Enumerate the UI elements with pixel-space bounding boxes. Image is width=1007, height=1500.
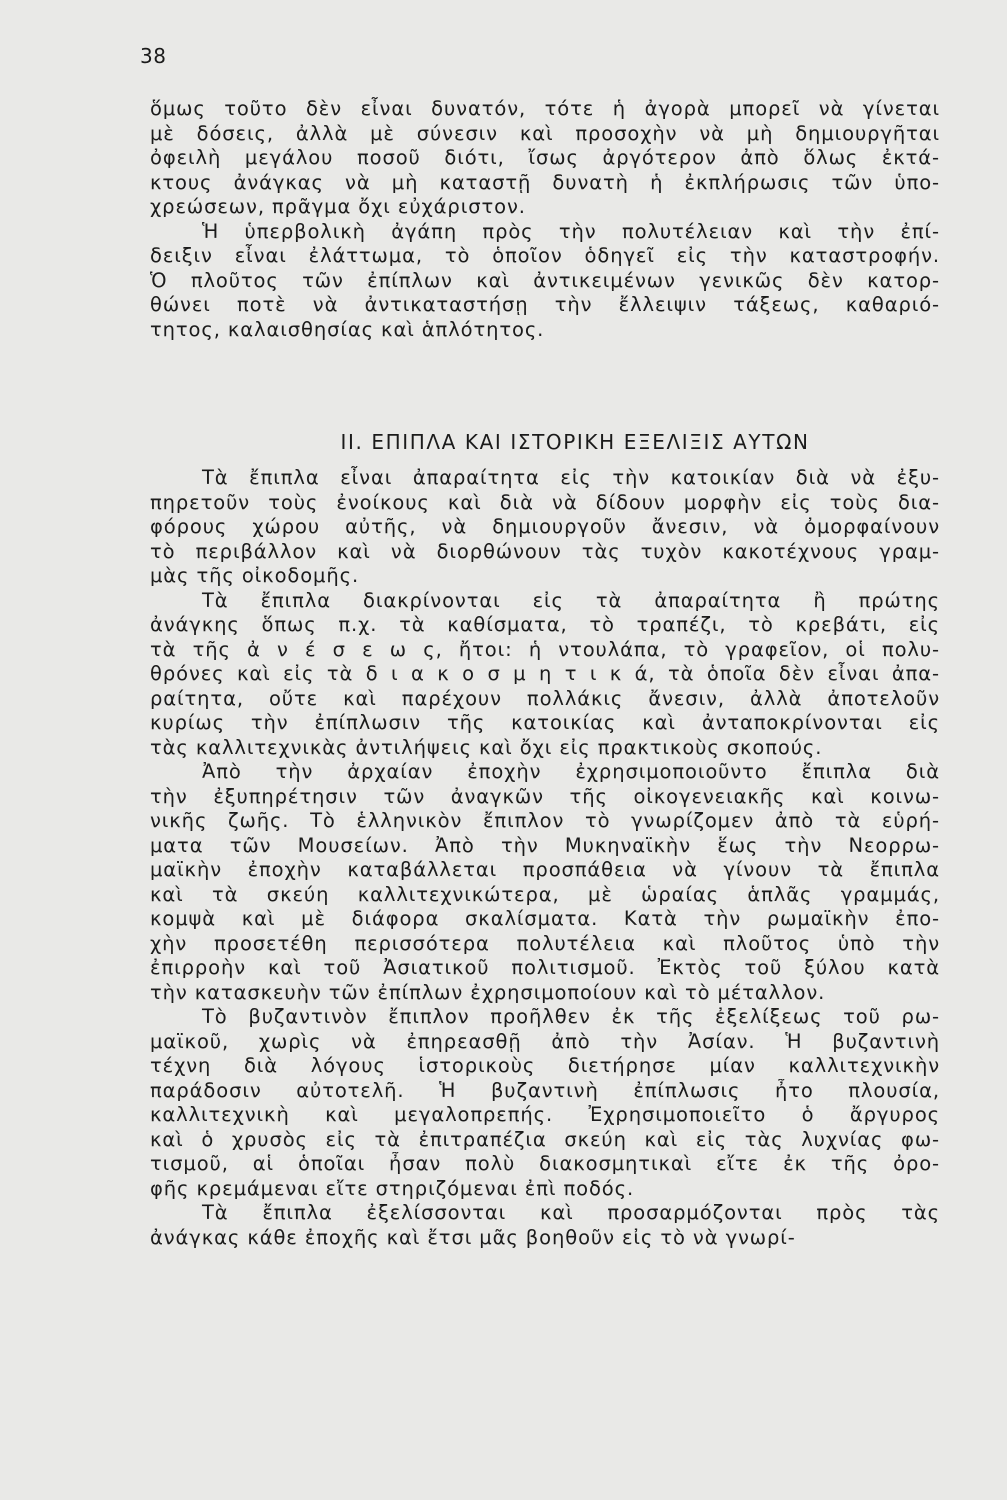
text-line: κυρίως τὴν ἐπίπλωσιν τῆς κατοικίας καὶ ἀνταποκρίνονται εἰς bbox=[150, 711, 940, 734]
text-line: καὶ τὰ σκεύη καλλιτεχνικώτερα, μὲ ὡραίας ἁπλᾶς γραμμάς, bbox=[150, 882, 940, 906]
text-line: ματα τῶν Μουσείων. Ἀπὸ τὴν Μυκηναϊκὴν ἕως τὴν Νεορρω- bbox=[150, 833, 940, 857]
text-line: τητος, καλαισθησίας καὶ ἁπλότητος. bbox=[150, 317, 545, 341]
text-line: χὴν προσετέθη περισσότερα πολυτέλεια καὶ πλοῦτος ὑπὸ τὴν bbox=[150, 931, 940, 955]
text-line: τὴν κατασκευὴν τῶν ἐπίπλων ἐχρησιμοποίουν καὶ τὸ μέταλλον. bbox=[150, 980, 826, 1004]
text-line: πηρετοῦν τοὺς ἐνοίκους καὶ διὰ νὰ δίδουν μορφὴν εἰς τοὺς δια- bbox=[150, 490, 940, 514]
text-line: ὀφειλὴ μεγάλου ποσοῦ διότι, ἴσως ἀργότερον ἀπὸ ὅλως ἐκτά- bbox=[150, 146, 940, 169]
text-line: τισμοῦ, αἱ ὁποῖαι ἦσαν πολὺ διακοσμητικαὶ εἴτε ἐκ τῆς ὀρο- bbox=[150, 1152, 940, 1175]
section-heading: II. ΕΠΙΠΛΑ ΚΑΙ ΙΣΤΟΡΙΚΗ ΕΞΕΛΙΞΙΣ ΑΥΤΩΝ bbox=[340, 430, 810, 454]
text-line: τὰ τῆς ἀ ν έ σ ε ω ς, ἤτοι: ἡ ντουλάπα, τὸ γραφεῖον, οἱ πολυ- bbox=[150, 637, 940, 661]
text-line: ἐπιρροὴν καὶ τοῦ Ἀσιατικοῦ πολιτισμοῦ. Ἐκτὸς τοῦ ξύλου κατὰ bbox=[150, 956, 940, 979]
intro-paragraphs bbox=[150, 97, 940, 342]
section-body bbox=[150, 466, 940, 1250]
text-line: Τὰ ἔπιπλα διακρίνονται εἰς τὰ ἀπαραίτητα ἢ πρώτης bbox=[202, 588, 940, 612]
text-line: Ἡ ὑπερβολικὴ ἀγάπη πρὸς τὴν πολυτέλειαν καὶ τὴν ἐπί- bbox=[202, 219, 940, 243]
text-line: ὅμως τοῦτο δὲν εἶναι δυνατόν, τότε ἡ ἀγορὰ μπορεῖ νὰ γίνεται bbox=[150, 97, 940, 120]
text-line: ραίτητα, οὔτε καὶ παρέχουν πολλάκις ἄνεσιν, ἀλλὰ ἀποτελοῦν bbox=[150, 686, 940, 710]
text-line: Τὰ ἔπιπλα εἶναι ἀπαραίτητα εἰς τὴν κατοικίαν διὰ νὰ ἐξυ- bbox=[202, 466, 940, 489]
text-line: ἀνάγκης ὅπως π.χ. τὰ καθίσματα, τὸ τραπέζι, τὸ κρεβάτι, εἰς bbox=[150, 613, 940, 636]
text-line: μαϊκοῦ, χωρὶς νὰ ἐπηρεασθῇ ἀπὸ τὴν Ἀσίαν. Ἡ βυζαντινὴ bbox=[150, 1029, 940, 1053]
text-line: καὶ ὁ χρυσὸς εἰς τὰ ἐπιτραπέζια σκεύη καὶ εἰς τὰς λυχνίας φω- bbox=[150, 1127, 940, 1151]
text-line: τέχνη διὰ λόγους ἱστορικοὺς διετήρησε μίαν καλλιτεχνικὴν bbox=[150, 1054, 940, 1077]
text-line: χρεώσεων, πρᾶγμα ὄχι εὐχάριστον. bbox=[150, 195, 526, 218]
text-line: τὰς καλλιτεχνικὰς ἀντιλήψεις καὶ ὄχι εἰς πρακτικοὺς σκοπούς. bbox=[150, 735, 823, 759]
text-line: Τὸ βυζαντινὸν ἔπιπλον προῆλθεν ἐκ τῆς ἐξελίξεως τοῦ ρω- bbox=[202, 1005, 940, 1028]
text-line: ἀνάγκας κάθε ἐποχῆς καὶ ἔτσι μᾶς βοηθοῦν εἰς τὸ νὰ γνωρί- bbox=[150, 1225, 796, 1249]
text-line: δειξιν εἶναι ἐλάττωμα, τὸ ὁποῖον ὁδηγεῖ εἰς τὴν καταστροφήν. bbox=[150, 244, 940, 267]
text-line: τὴν ἐξυπηρέτησιν τῶν ἀναγκῶν τῆς οἰκογενειακῆς καὶ κοινω- bbox=[150, 784, 940, 808]
text-line: Ἀπὸ τὴν ἀρχαίαν ἐποχὴν ἐχρησιμοποιοῦντο ἔπιπλα διὰ bbox=[202, 760, 940, 783]
text-line: μὰς τῆς οἰκοδομῆς. bbox=[150, 564, 360, 587]
text-line: μὲ δόσεις, ἀλλὰ μὲ σύνεσιν καὶ προσοχὴν νὰ μὴ δημιουργῆται bbox=[150, 121, 940, 145]
text-line: τὸ περιβάλλον καὶ νὰ διορθώνουν τὰς τυχὸν κακοτέχνους γραμ- bbox=[150, 539, 940, 563]
text-line: καλλιτεχνικὴ καὶ μεγαλοπρεπής. Ἐχρησιμοποιεῖτο ὁ ἄργυρος bbox=[150, 1103, 940, 1126]
text-line: θώνει ποτὲ νὰ ἀντικαταστήσῃ τὴν ἔλλειψιν τάξεως, καθαριό- bbox=[150, 293, 940, 316]
text-line: μαϊκὴν ἐποχὴν καταβάλλεται προσπάθεια νὰ γίνουν τὰ ἔπιπλα bbox=[150, 858, 940, 881]
text-line: θρόνες καὶ εἰς τὰ δ ι α κ ο σ μ η τ ι κ ά, τὰ ὁποῖα δὲν εἶναι ἀπα- bbox=[150, 662, 940, 685]
text-line: φόρους χώρου αὐτῆς, νὰ δημιουργοῦν ἄνεσιν, νὰ ὀμορφαίνουν bbox=[150, 515, 940, 538]
text-line: νικῆς ζωῆς. Τὸ ἑλληνικὸν ἔπιπλον τὸ γνωρίζομεν ἀπὸ τὰ εὑρή- bbox=[150, 809, 940, 832]
text-line: φῆς κρεμάμεναι εἴτε στηριζόμεναι ἐπὶ ποδός. bbox=[150, 1176, 635, 1200]
text-line: Τὰ ἔπιπλα ἐξελίσσονται καὶ προσαρμόζονται πρὸς τὰς bbox=[202, 1201, 940, 1224]
text-line: κομψὰ καὶ μὲ διάφορα σκαλίσματα. Κατὰ τὴν ρωμαϊκὴν ἐπο- bbox=[150, 907, 940, 930]
page-number: 38 bbox=[140, 44, 167, 68]
text-line: Ὁ πλοῦτος τῶν ἐπίπλων καὶ ἀντικειμένων γενικῶς δὲν κατορ- bbox=[150, 268, 940, 292]
text-line: παράδοσιν αὐτοτελῆ. Ἡ βυζαντινὴ ἐπίπλωσις ἦτο πλουσία, bbox=[150, 1078, 940, 1102]
text-line: κτους ἀνάγκας νὰ μὴ καταστῇ δυνατὴ ἡ ἐκπλήρωσις τῶν ὑπο- bbox=[150, 170, 940, 194]
